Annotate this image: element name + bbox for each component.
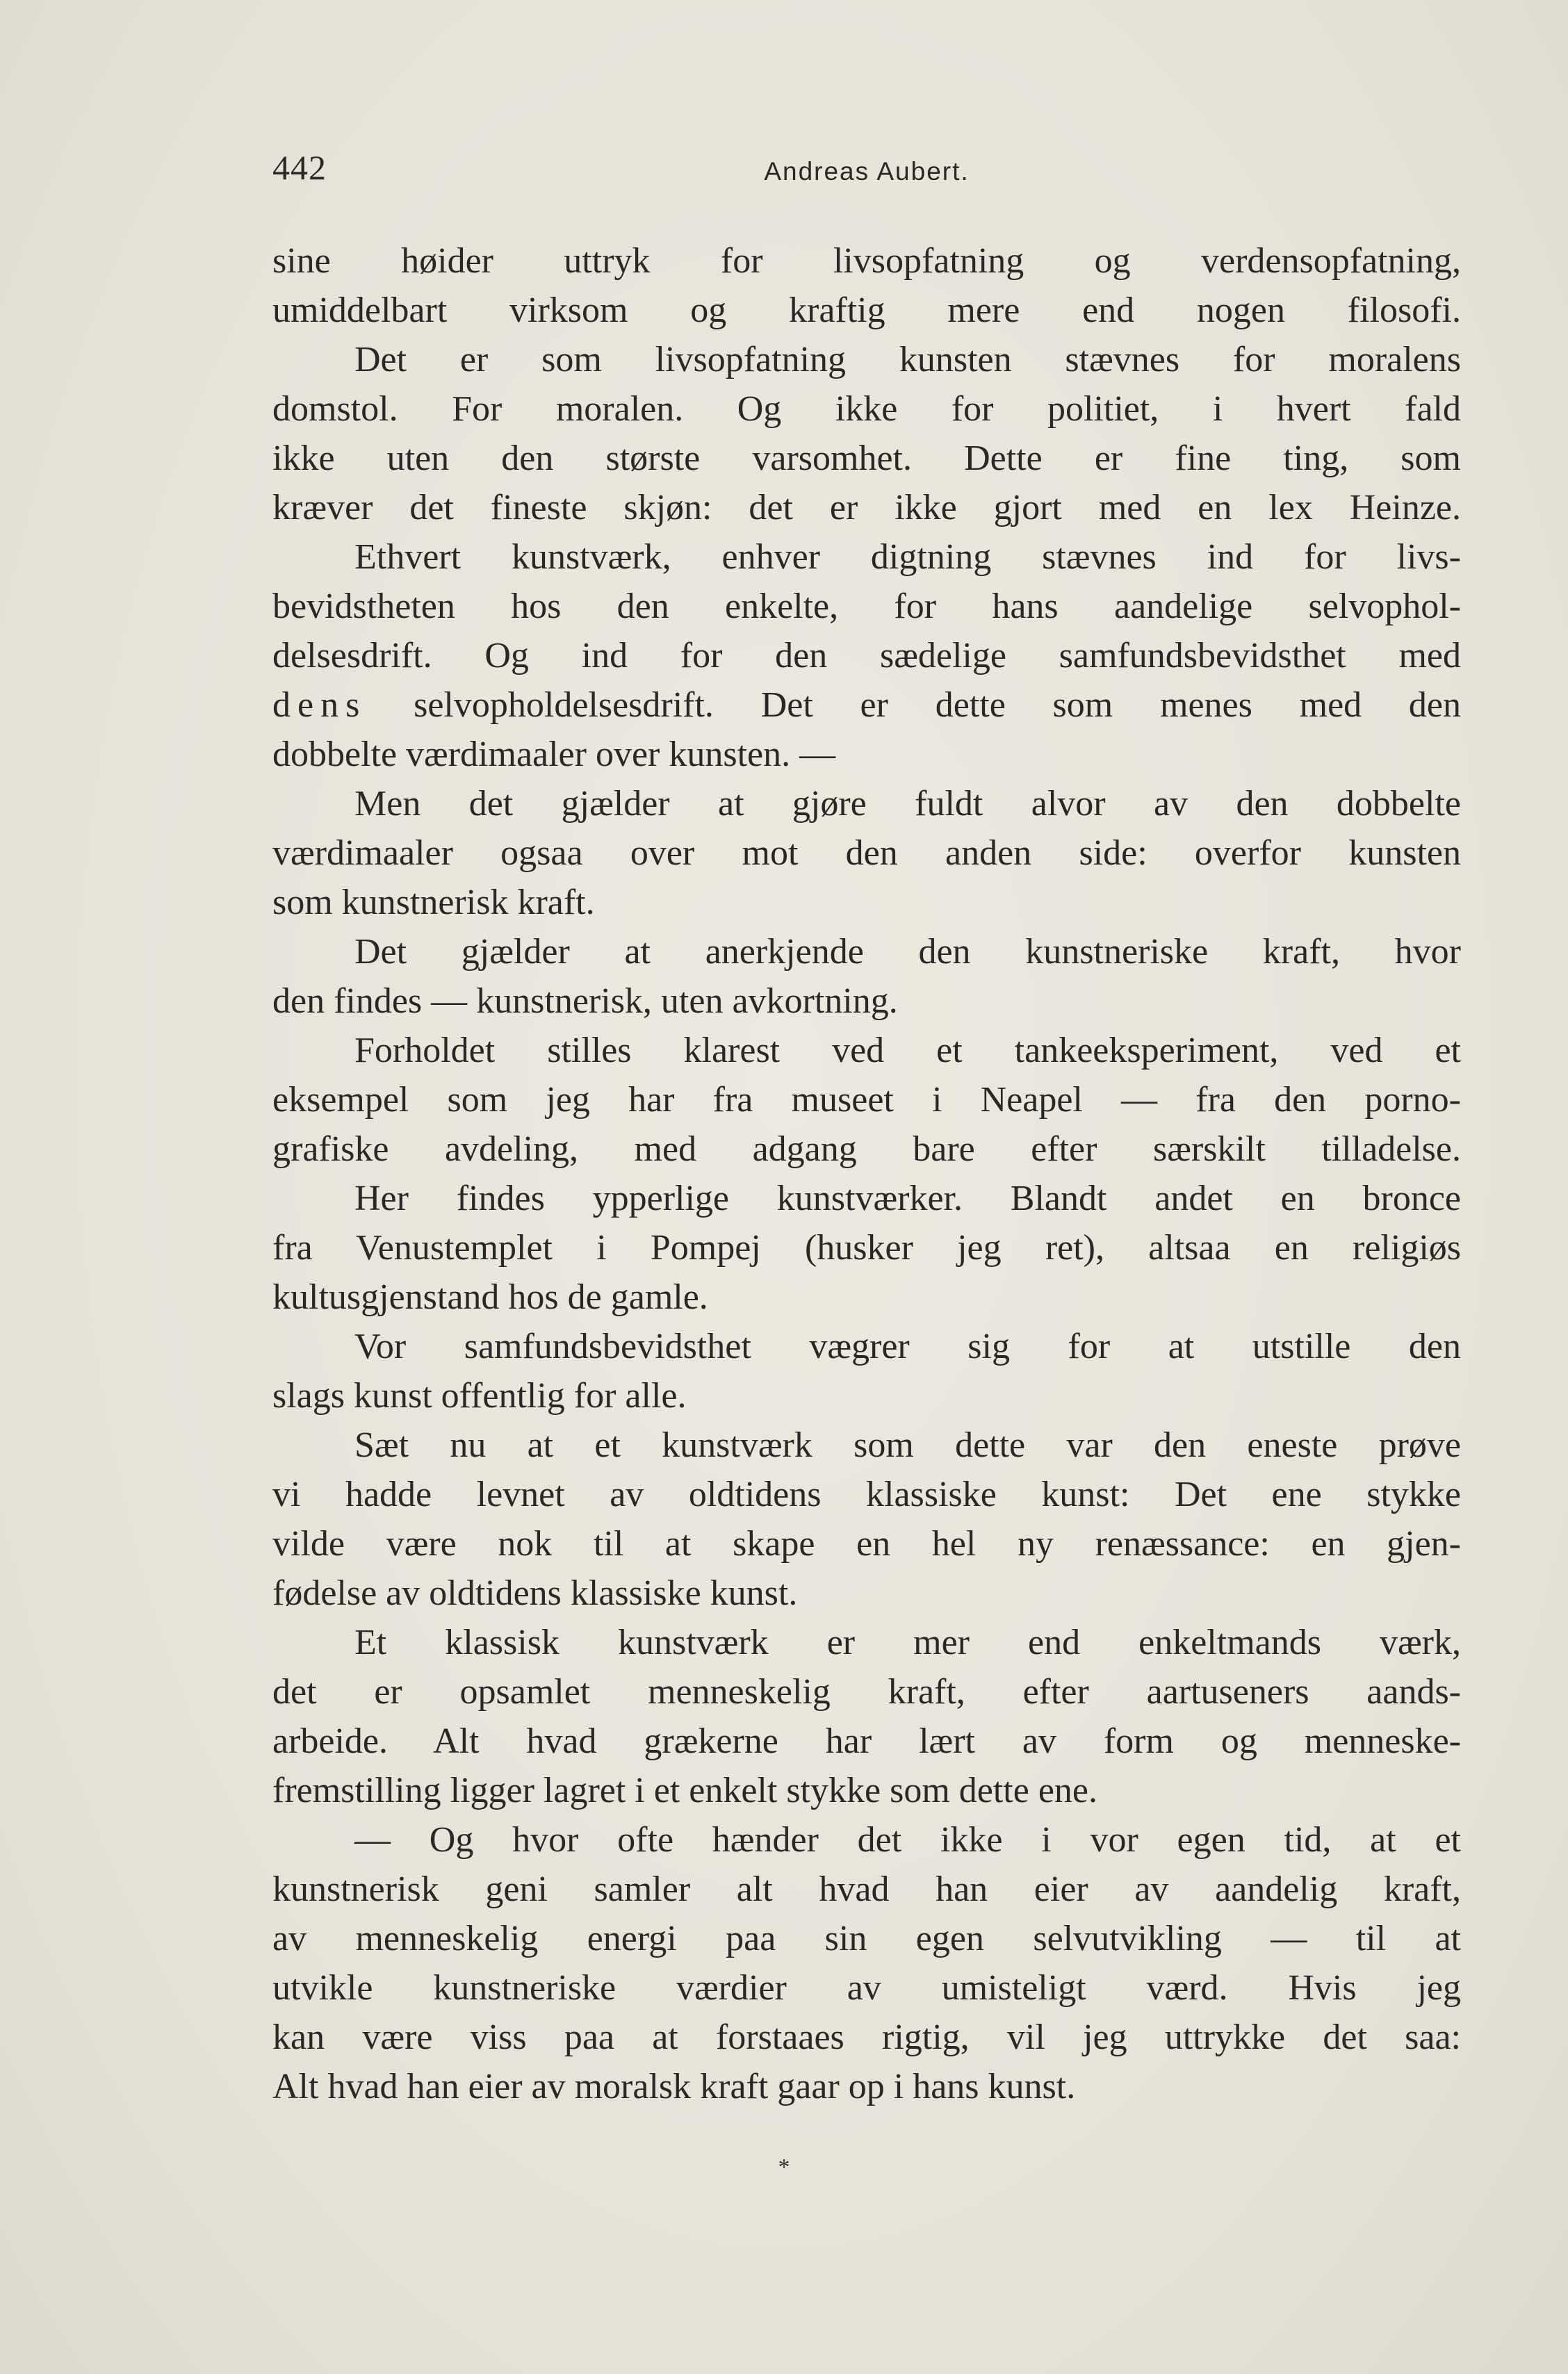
text-line: værdimaaler ogsaa over mot den anden side: overfor kunsten — [272, 833, 1461, 873]
text-line: arbeide. Alt hvad grækerne har lært av form og menneske- — [272, 1721, 1461, 1761]
text-line: Det gjælder at anerkjende den kunstneriske kraft, hvor — [354, 932, 1461, 972]
text-line: delsesdrift. Og ind for den sædelige samfundsbevidsthet med — [272, 636, 1461, 676]
text-line: Det er som livsopfatning kunsten stævnes for moralens — [354, 340, 1461, 379]
text-line: grafiske avdeling, med adgang bare efter særskilt tilladelse. — [272, 1129, 1461, 1169]
text-line: utvikle kunstneriske værdier av umisteligt værd. Hvis jeg — [272, 1968, 1461, 2008]
text-line: Sæt nu at et kunstværk som dette var den eneste prøve — [354, 1425, 1461, 1465]
text-line-rest: selvopholdelsesdrift. Det er dette som menes med den — [414, 685, 1462, 725]
text-line: Vor samfundsbevidsthet vægrer sig for at utstille den — [354, 1327, 1461, 1366]
text-line: bevidstheten hos den enkelte, for hans aandelige selvophol- — [272, 587, 1461, 626]
text-line: kan være viss paa at forstaaes rigtig, vil jeg uttrykke det saa: — [272, 2017, 1461, 2057]
page-header — [272, 147, 1461, 196]
text-line: Forholdet stilles klarest ved et tankeeksperiment, ved et — [354, 1031, 1461, 1070]
text-line: Her findes ypperlige kunstværker. Blandt andet en bronce — [354, 1179, 1461, 1218]
text-line: den findes — kunstnerisk, uten avkortning. — [272, 981, 898, 1021]
body-text — [272, 236, 1461, 2111]
text-line: — Og hvor ofte hænder det ikke i vor egen tid, at et — [354, 1820, 1461, 1860]
running-head: Andreas Aubert. — [764, 157, 970, 186]
text-line: Men det gjælder at gjøre fuldt alvor av den dobbelte — [354, 784, 1461, 824]
text-line — [272, 680, 1461, 730]
text-line: ikke uten den største varsomhet. Dette er fine ting, som — [272, 439, 1461, 478]
section-ornament: * — [778, 2154, 790, 2180]
text-line: som kunstnerisk kraft. — [272, 883, 595, 922]
text-line: fremstilling ligger lagret i et enkelt stykke som dette ene. — [272, 1771, 1097, 1810]
text-line: fødelse av oldtidens klassiske kunst. — [272, 1573, 798, 1613]
text-line: eksempel som jeg har fra museet i Neapel — fra den porno- — [272, 1080, 1461, 1120]
text-line: Ethvert kunstværk, enhver digtning stævnes ind for livs- — [354, 537, 1461, 577]
text-line: slags kunst offentlig for alle. — [272, 1376, 687, 1416]
text-line: kunstnerisk geni samler alt hvad han eier av aandelig kraft, — [272, 1869, 1461, 1909]
text-line: Et klassisk kunstværk er mer end enkeltmands værk, — [354, 1623, 1461, 1662]
text-line: det er opsamlet menneskelig kraft, efter aartuseners aands- — [272, 1672, 1461, 1712]
text-line: dobbelte værdimaaler over kunsten. — — [272, 735, 836, 774]
text-line: Alt hvad han eier av moralsk kraft gaar op i hans kunst. — [272, 2067, 1076, 2106]
text-line: fra Venustemplet i Pompej (husker jeg ret), altsaa en religiøs — [272, 1228, 1461, 1268]
text-line: domstol. For moralen. Og ikke for politiet, i hvert fald — [272, 389, 1461, 429]
text-line: umiddelbart virksom og kraftig mere end nogen filosofi. — [272, 290, 1461, 330]
page-number: 442 — [272, 148, 327, 187]
emphasized-word: dens — [272, 685, 367, 725]
text-line: av menneskelig energi paa sin egen selvutvikling — til at — [272, 1919, 1461, 1958]
text-line: kræver det fineste skjøn: det er ikke gjort med en lex Heinze. — [272, 488, 1461, 527]
text-line: sine høider uttryk for livsopfatning og verdensopfatning, — [272, 241, 1461, 281]
text-line: vi hadde levnet av oldtidens klassiske kunst: Det ene stykke — [272, 1475, 1461, 1514]
text-line: vilde være nok til at skape en hel ny renæssance: en gjen- — [272, 1524, 1461, 1564]
text-line: kultusgjenstand hos de gamle. — [272, 1277, 708, 1317]
